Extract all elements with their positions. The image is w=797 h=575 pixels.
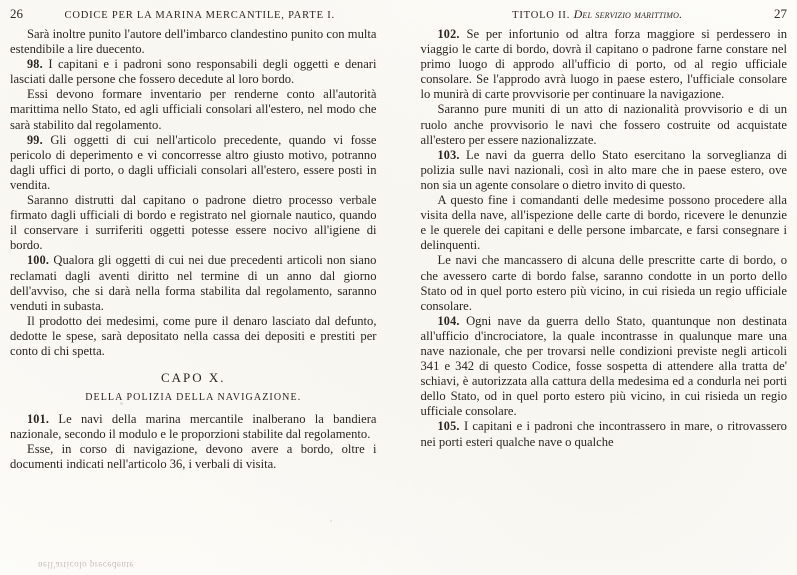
paragraph-text: Saranno pure muniti di un atto di nazionalità provvisorio e di un ruolo anche provvisorio le navi che fossero costruite od acquistate all'estero per essere nazionalizzate. — [420, 102, 787, 147]
paragraph-text: Qualora gli oggetti di cui nei due precedenti articoli non siano reclamati dagli aventi diritto nel termine di un anno dal giorno dell'avviso, che si darà nella forma stabilita dal regolamento, saranno venduti in subasta. — [10, 253, 377, 313]
paragraph — [421, 27, 788, 102]
article-number: 102. — [437, 27, 460, 41]
paragraph — [421, 314, 788, 420]
paragraph — [421, 419, 788, 449]
right-running-head — [421, 6, 788, 20]
article-number: 100. — [27, 253, 50, 268]
chapter-subheading: DELLA POLIZIA DELLA NAVIGAZIONE. — [85, 392, 302, 404]
paragraph-text: Il prodotto dei medesimi, come pure il denaro lasciato dal defunto, dedotte le spese, sarà depositato nella cassa dei depositi e prestiti per conto di chi spetta. — [10, 313, 377, 358]
paragraph — [421, 148, 788, 193]
paragraph — [10, 87, 377, 132]
right-page — [399, 6, 788, 571]
paragraph-text: Essi devono formare inventario per renderne conto all'autorità marittima nello Stato, ed agli ufficiali consolari all'estero, nel modo che sarà stabilito dal regolamento. — [10, 87, 377, 132]
paragraph-text: Le navi della marina mercantile inalberano la bandiera nazionale, secondo il modulo e le proporzioni stabilite dal regolamento. — [10, 412, 377, 442]
article-number: 98. — [27, 57, 43, 72]
paragraph — [10, 442, 377, 472]
paragraph — [10, 57, 377, 87]
paragraph-text: Se per infortunio od altra forza maggiore si perdessero in viaggio le carte di bordo, dovrà il capitano o padrone farne constare nel primo luogo di approdo all'ufficio di porto, od al regio ufficiale consolare. Se l'approdo avrà luogo in paese estero, l'ufficiale consolare lo munirà di carte provvisorie per continuare la navigazione. — [420, 27, 787, 102]
paragraph — [10, 412, 377, 442]
left-page-number: 26 — [10, 6, 23, 21]
paragraph-text: Le navi da guerra dello Stato esercitano la sorveglianza di polizia sulle navi nazionali, così in alto mare che in paese estero, ove non sia un agente consolare o dietro invito di questo. — [420, 147, 787, 192]
right-running-title-italic: Del servizio marittimo. — [573, 7, 683, 21]
paragraph-text: I capitani e i padroni sono responsabili degli oggetti e denari lasciati dalle persone che fossero decedute al loro bordo. — [10, 57, 377, 87]
paragraph-text: Sarà inoltre punito l'autore dell'imbarco clandestino punito con multa estendibile a lire duecento. — [10, 27, 377, 57]
paragraph — [10, 133, 377, 193]
article-number: 101. — [27, 412, 50, 427]
article-number: 103. — [437, 147, 460, 162]
article-number: 105. — [437, 419, 460, 434]
left-running-head — [10, 6, 377, 20]
left-page — [10, 6, 399, 571]
paragraph-text: Saranno distrutti dal capitano o padrone dietro processo verbale firmato dagli ufficiali di bordo e registrato nel giornale nautico, quando il conservare i surriferiti oggetti potesse essere nocivo all'igiene di bordo. — [10, 193, 377, 253]
paragraph-text: Le navi che mancassero di alcuna delle prescritte carte di bordo, o che avessero carte di bordo false, saranno condotte in un porto dello Stato od in quel porto estero più vicino, in cui risieda un regio ufficiale consolare. — [420, 253, 787, 313]
paragraph — [10, 314, 377, 359]
paragraph — [421, 193, 788, 253]
bleed-through-text: nell'articolo precedente — [38, 560, 134, 570]
right-page-number: 27 — [774, 6, 787, 21]
paragraph — [10, 27, 377, 57]
paragraph-text: Gli oggetti di cui nell'articolo precedente, quando vi fosse pericolo di deperimento e vi concorresse altro giusto motivo, potranno dagli uffici di porto, o dagli ufficiali consolari all'estero, essere posti in vendita. — [10, 132, 377, 192]
right-running-title — [421, 7, 775, 22]
paragraph — [421, 102, 788, 147]
article-number: 99. — [27, 132, 43, 147]
paragraph-text: A questo fine i comandanti delle medesime possono procedere alla visita della nave, all'ispezione delle carte di bordo, ricevere le denunzie e le querele dei capitani e delle persone imbarcate, e farsi consegnare i delinquenti. — [420, 193, 787, 253]
right-running-title-main: TITOLO II. — [512, 10, 571, 21]
paragraph — [10, 253, 377, 313]
article-number: 104. — [437, 313, 460, 328]
paragraph — [421, 253, 788, 313]
paragraph-text: Ogni nave da guerra dello Stato, quantunque non destinata all'ufficio d'incrociatore, la quale incontrasse in qualunque mare una nave nazionale, che per trovarsi nelle condizioni previste negli articoli 341 e 342 di questo Codice, fosse sospetta di attendere alla tratta de' schiavi, è autorizzata alla cattura della medesima ed a condurla nei porti dello Stato, od in quel porto estero più vicino, in cui risieda un regio ufficiale consolare. — [420, 313, 787, 419]
paragraph — [10, 193, 377, 253]
paragraph-text: I capitani e i padroni che incontrassero in mare, o ritrovassero nei porti esteri qualche nave o qualche — [420, 419, 787, 449]
left-running-title: CODICE PER LA MARINA MERCANTILE, PARTE I. — [64, 10, 335, 21]
chapter-heading: CAPO X. — [160, 370, 226, 386]
paragraph-text: Esse, in corso di navigazione, devono avere a bordo, oltre i documenti indicati nell'articolo 36, i verbali di visita. — [10, 442, 377, 472]
